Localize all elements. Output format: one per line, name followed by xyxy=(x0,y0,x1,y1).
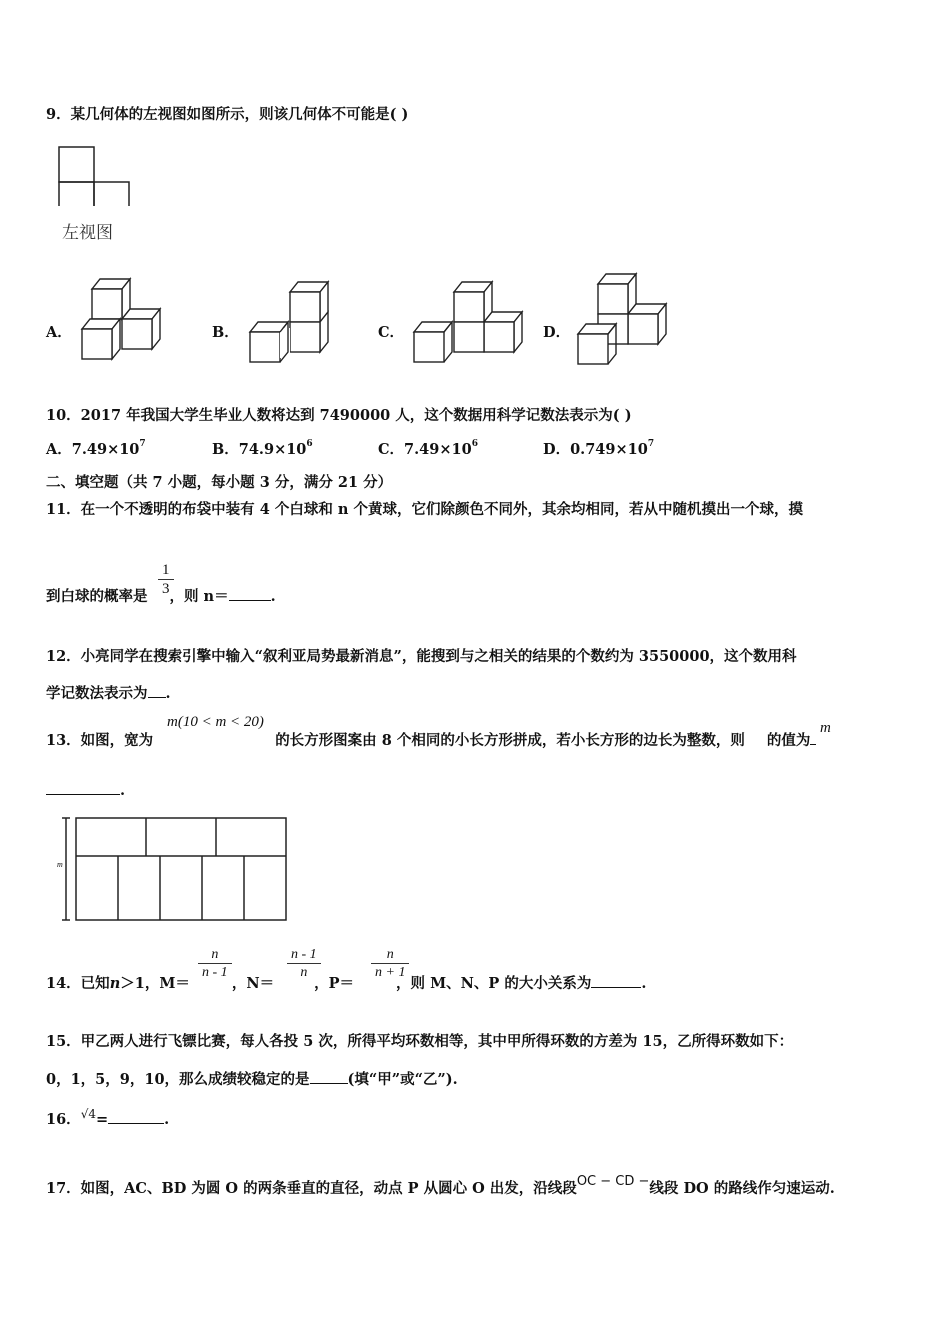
q10-text: 10．2017 年我国大学生毕业人数将达到 7490000 人，这个数据用科学记数法表示为( ) xyxy=(46,407,632,424)
section-heading: 二、填空题（共 7 小题，每小题 3 分，满分 21 分） xyxy=(46,474,393,491)
q13-line2: . xyxy=(46,780,125,799)
q9-option-c-figure xyxy=(410,278,530,368)
q14-m-num: n xyxy=(211,947,219,962)
q14-p-num: n xyxy=(386,947,394,962)
q14-p-den: n + 1 xyxy=(371,963,409,981)
q9-option-b-figure xyxy=(246,278,336,368)
q13-m-symbol: m xyxy=(820,720,831,736)
q9-option-a-figure xyxy=(78,275,168,365)
q10-option-a: A．$7.49\times 10^7$ xyxy=(46,439,146,458)
q9-option-c-label: C． xyxy=(378,324,405,341)
q10-option-b: B．$74.9\times 10^6$ xyxy=(212,439,313,458)
q12-line1: 12．小亮同学在搜索引擎中输入“叙利亚局势最新消息”，能搜到与之相关的结果的个数约为 3550000，这个数用科 xyxy=(46,648,797,665)
q13-fig-label: m xyxy=(57,860,63,869)
q14-fraction-p xyxy=(371,947,409,981)
q9-option-d-figure xyxy=(574,270,674,370)
q14-n-num: n - 1 xyxy=(291,947,317,962)
q14-fraction-m xyxy=(198,947,232,981)
q13-rectangle-figure xyxy=(56,814,306,924)
q17-line: 17．如图，AC、BD 为圆 O 的两条垂直的直径，动点 P 从圆心 O 出发，沿线段OC − CD −线段 DO 的路线作匀速运动. xyxy=(46,1174,835,1197)
q14-fraction-n xyxy=(287,947,321,981)
q17-path-math: OC − CD − xyxy=(576,1174,650,1189)
q14-n-den: n xyxy=(287,963,321,981)
q16-line: 16．$^{√4}$= . xyxy=(46,1107,170,1128)
q9-option-d-label: D． xyxy=(543,324,571,341)
q11-line1: 11．在一个不透明的布袋中装有 4 个白球和 n 个黄球，它们除颜色不同外，其余均相同，若从中随机摸出一个球，摸 xyxy=(46,501,803,518)
q10-option-c: C．$7.49\times 10^6$ xyxy=(378,439,478,458)
q13-line1: 13．如图，宽为 的长方形图案由 8 个相同的小长方形拼成，若小长方形的边长为整数，则 的值为 xyxy=(46,729,816,750)
q9-text: 9．某几何体的左视图如图所示，则该几何体不可能是( ) xyxy=(46,106,409,123)
q9-option-b-label: B． xyxy=(212,324,239,341)
q12-line2: 学记数法表示为 . xyxy=(46,685,171,702)
q11-frac-num: 1 xyxy=(162,562,170,578)
q14-line: 14．已知n＞1，M＝ ，N＝ ，P＝ ，则 M、N、P 的大小关系为 . xyxy=(46,975,647,992)
q11-line2: 到白球的概率是 ，则 n＝ . xyxy=(46,588,276,605)
left-view-label: 左视图 xyxy=(62,223,113,243)
q14-m-den: n - 1 xyxy=(198,963,232,981)
q15-line1: 15．甲乙两人进行飞镖比赛，每人各投 5 次，所得平均环数相等，其中甲所得环数的方差为 15，乙所得环数如下： xyxy=(46,1033,794,1050)
left-view-figure xyxy=(58,146,138,206)
q11-frac-den: 3 xyxy=(158,579,174,598)
q10-option-d: D．$0.749\times 10^7$ xyxy=(543,439,655,458)
q9-option-a-label: A． xyxy=(46,324,72,341)
q15-line2: 0，1，5，9，10，那么成绩较稳定的是 (填“甲”或“乙”). xyxy=(46,1071,458,1088)
q13-width-condition: m(10 < m < 20) xyxy=(167,714,264,730)
q16-sqrt: √4 xyxy=(80,1107,96,1121)
q11-fraction xyxy=(158,562,174,598)
